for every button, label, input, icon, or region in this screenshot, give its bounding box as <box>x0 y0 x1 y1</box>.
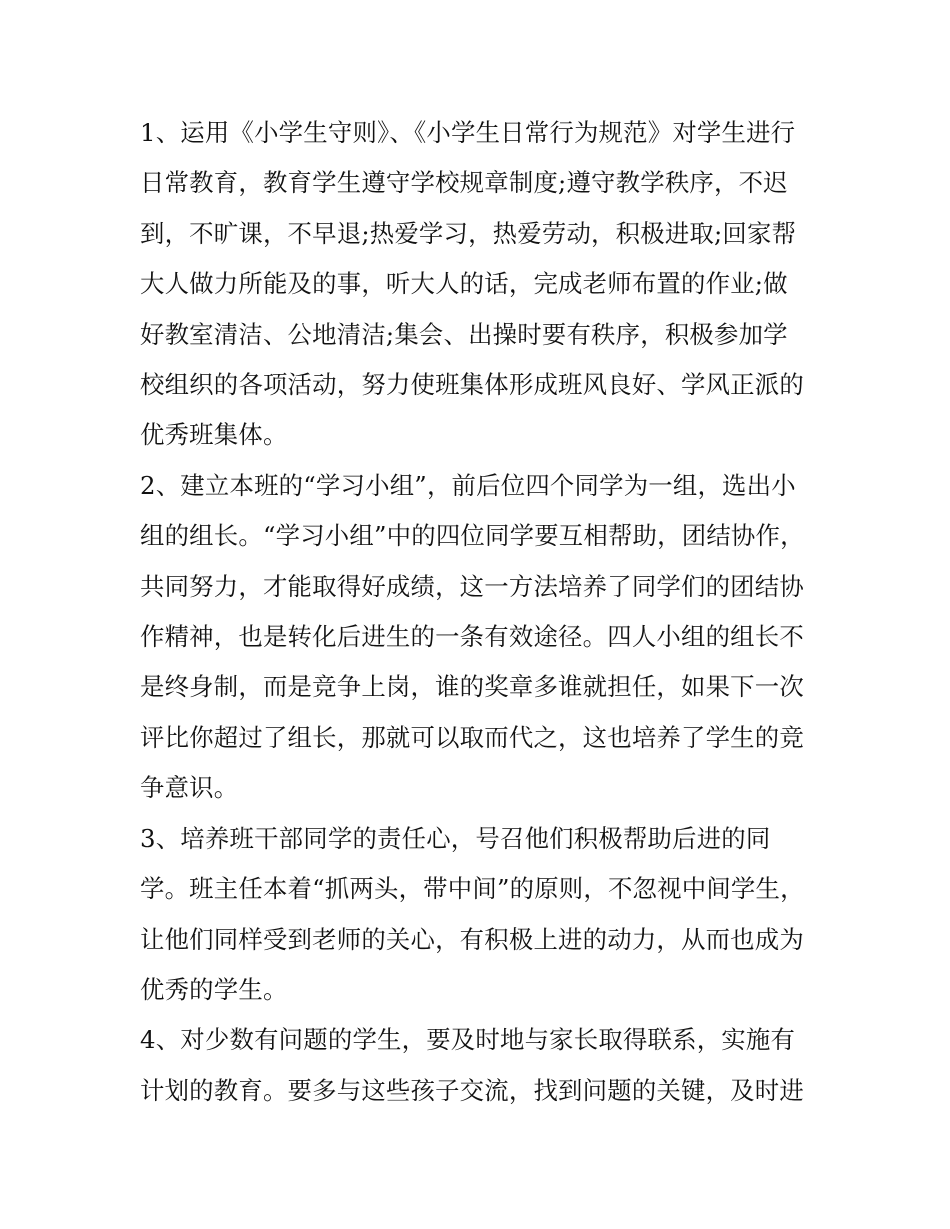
document-body <box>140 108 812 1116</box>
paragraph-1: 1、运用《小学生守则》、《小学生日常行为规范》对学生进行日常教育，教育学生遵守学校规章制度;遵守教学秩序，不迟到，不旷课，不早退;热爱学习，热爱劳动，积极进取;回家帮大人做力所能及的事，听大人的话，完成老师布置的作业;做好教室清洁、公地清洁;集会、出操时要有秩序，积极参加学校组织的各项活动，努力使班集体形成班风良好、学风正派的优秀班集体。 <box>140 118 804 450</box>
paragraph-2: 2、建立本班的“学习小组”，前后位四个同学为一组，选出小组的组长。“学习小组”中的四位同学要互相帮助，团结协作，共同努力，才能取得好成绩，这一方法培养了同学们的团结协作精神，也是转化后进生的一条有效途径。四人小组的组长不是终身制，而是竞争上岗，谁的奖章多谁就担任，如果下一次评比你超过了组长，那就可以取而代之，这也培养了学生的竞争意识。 <box>140 470 805 803</box>
paragraph-3: 3、培养班干部同学的责任心，号召他们积极帮助后进的同学。班主任本着“抓两头，带中间”的原则，不忽视中间学生，让他们同样受到老师的关心，有积极上进的动力，从而也成为优秀的学生。 <box>140 823 805 1004</box>
paragraph-4: 4、对少数有问题的学生，要及时地与家长取得联系，实施有计划的教育。要多与这些孩子交流，找到问题的关键，及时进 <box>140 1025 804 1105</box>
